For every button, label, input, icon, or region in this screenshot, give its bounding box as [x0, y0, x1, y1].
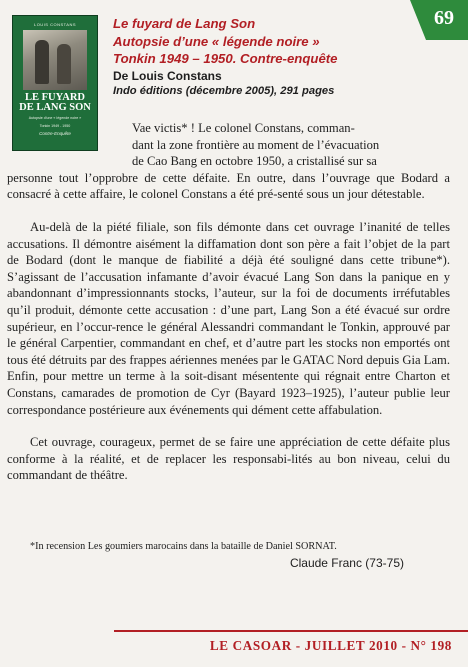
cover-title-line2: DE LANG SON: [19, 102, 91, 113]
cover-author: LOUIS CONSTANS: [33, 22, 77, 27]
book-title-line1: Le fuyard de Lang Son: [113, 16, 256, 31]
cover-photo: [23, 30, 87, 90]
paragraph-1-line: dant la zone frontière au moment de l’évacuation: [132, 137, 380, 152]
book-title-line3: Tonkin 1949 – 1950. Contre-enquête: [113, 51, 338, 66]
review-body: [7, 120, 450, 484]
cover-figure: [57, 44, 71, 84]
page-number-badge: [392, 0, 468, 40]
cover-subtitle: Autopsie d'une « légende noire »: [28, 116, 82, 120]
paragraph-3: Cet ouvrage, courageux, permet de se faire une appréciation de cette défaite plus conforme à la réalité, et de replacer les responsabi-lités au bon niveau, celui du commandant de théâtre.: [7, 435, 450, 483]
cover-title-line1: LE FUYARD: [25, 92, 85, 103]
page-number: 69: [434, 7, 454, 29]
review-header: [113, 15, 393, 99]
cover-tagline: Contre-Enquête: [39, 131, 71, 136]
signature: Claude Franc (73-75): [289, 556, 404, 570]
book-publisher: Indo éditions (décembre 2005), 291 pages: [113, 84, 335, 97]
book-title-line2: Autopsie d’une « légende noire »: [113, 33, 320, 49]
cover-figure: [35, 40, 49, 84]
book-author: De Louis Constans: [113, 68, 222, 83]
footer-rule: [114, 630, 468, 632]
paragraph-1-line: Vae victis* ! Le colonel Constans, comman-: [132, 121, 355, 135]
footnote: *In recension Les goumiers marocains dans la bataille de Daniel SORNAT.: [30, 541, 337, 552]
paragraph-2: Au-delà de la piété filiale, son fils démonte dans cet ouvrage l’inanité de telles accusations. Il démontre aisément la diffamation dont son père a fait l’objet de la part de Bodard (dont le manque de fiabilité a déjà été souligné dans cette tribune*). S’agissant de l’accusation infamante d’avoir évacué Lang Son dans la panique en y abandonnant d’impressionnants stocks, l’auteur, sur la foi de documents irréfutables qu’il produit, démonte cette accusation : d’une part, Lang Son a été évacué sur ordre supérieur, en l’occur-rence le général Alessandri commandant le Tonkin, approuvé par le général Carpentier, commandant en chef, et d’autre part les stocks non emportés ont tous été détruits par des frappes aériennes menées par le GATAC Nord depuis Gia Lam. Enfin, pour mettre un terme à la soit-disant mésentente qui régnait entre Charton et Constans, camarades de promotion de Cyr (Bayard 1923–1925), l’auteur publie leur correspondance postérieure aux événements qui dément cette affabulation.: [7, 219, 450, 417]
cover-years: Tonkin 1949 - 1950: [39, 124, 71, 128]
journal-footer: LE CASOAR - JUILLET 2010 - N° 198: [209, 638, 452, 653]
paragraph-1-rest: personne tout l’opprobre de cette défaite. En outre, dans l’ouvrage que Bodard a consacré à cette affaire, le colonel Constans a été pré-senté sous un jour détestable.: [7, 170, 450, 202]
cover-title: [13, 93, 97, 113]
paragraph-1-line: de Cao Bang en octobre 1950, a cristallisé sur sa: [132, 154, 377, 169]
